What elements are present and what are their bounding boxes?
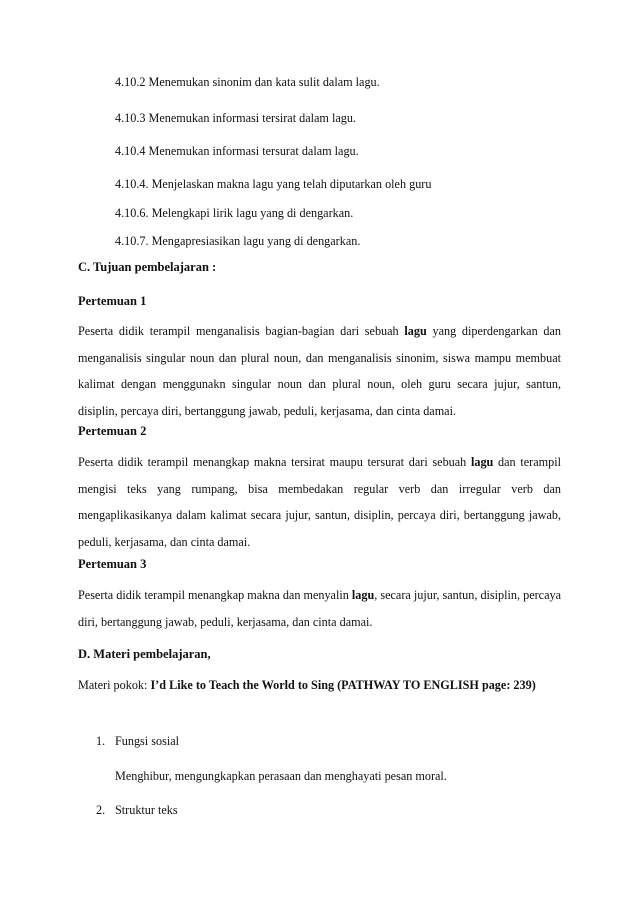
bold-term: lagu [404, 324, 427, 338]
indicator-line: 4.10.4 Menemukan informasi tersurat dalam lagu. [115, 144, 359, 158]
list-number: 1. [96, 734, 106, 748]
list-item-label: Struktur teks [115, 803, 178, 817]
materi-title: I’d Like to Teach the World to Sing (PATHWAY TO ENGLISH page: 239) [150, 678, 536, 692]
list-number: 2. [96, 803, 106, 817]
indicator-line: 4.10.6. Melengkapi lirik lagu yang di dengarkan. [115, 206, 354, 220]
bold-term: lagu [351, 588, 375, 602]
list-item-label: Fungsi sosial [115, 734, 179, 748]
meeting-2-paragraph: Peserta didik terampil menangkap makna tersirat maupu tersurat dari sebuah lagu dan terampil mengisi teks yang rumpang, bisa membedakan regular verb dan irregular verb dan mengaplikasikanya dalam kalimat secara jujur, santun, disiplin, percaya diri, bertanggung jawab, peduli, kerjasama, dan cinta damai. [78, 455, 561, 549]
indicator-line: 4.10.3 Menemukan informasi tersirat dalam lagu. [115, 111, 356, 125]
section-c-heading: C. Tujuan pembelajaran : [78, 260, 217, 274]
indicator-line: 4.10.2 Menemukan sinonim dan kata sulit dalam lagu. [115, 75, 380, 89]
bold-term: lagu [470, 455, 494, 469]
meeting-3-heading: Pertemuan 3 [78, 557, 147, 571]
materi-pokok-paragraph: Materi pokok: I’d Like to Teach the World to Sing (PATHWAY TO ENGLISH page: 239) [78, 678, 536, 692]
meeting-1-heading: Pertemuan 1 [78, 294, 147, 308]
list-item-detail: Menghibur, mengungkapkan perasaan dan menghayati pesan moral. [115, 769, 447, 783]
meeting-2-heading: Pertemuan 2 [78, 424, 147, 438]
meeting-1-paragraph: Peserta didik terampil menganalisis bagian-bagian dari sebuah lagu yang diperdengarkan dan menganalisis singular noun dan plural noun, dan menganalisis sinonim, siswa mampu membuat kalimat dengan menggunakn singular noun dan plural noun, oleh guru secara jujur, santun, disiplin, percaya diri, bertanggung jawab, peduli, kerjasama, dan cinta damai. [78, 324, 562, 418]
meeting-3-paragraph: Peserta didik terampil menangkap makna dan menyalin lagu, secara jujur, santun, disiplin, percaya diri, bertanggung jawab, peduli, kerjasama, dan cinta damai. [78, 588, 561, 629]
indicator-line: 4.10.7. Mengapresiasikan lagu yang di dengarkan. [115, 234, 361, 248]
indicator-line: 4.10.4. Menjelaskan makna lagu yang telah diputarkan oleh guru [115, 177, 432, 191]
section-d-heading: D. Materi pembelajaran, [78, 647, 211, 661]
